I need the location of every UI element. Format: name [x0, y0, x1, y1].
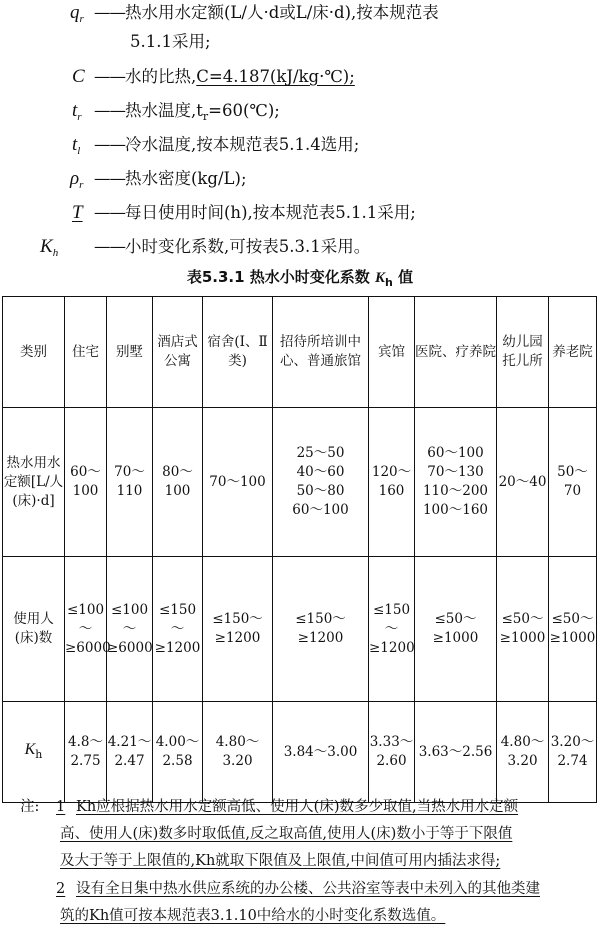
kh-table: [2, 296, 597, 803]
notes-prefix: 注:: [20, 799, 40, 815]
header-cell: 招待所培训中心、普通旅馆: [273, 297, 369, 408]
table-cell: 3.33～2.60: [369, 702, 415, 803]
table-cell: 50～70: [549, 408, 597, 557]
symbol: C: [72, 66, 85, 87]
table-cell: ≤50～≥1000: [497, 557, 549, 702]
table-cell: 4.00～2.58: [153, 702, 203, 803]
row-label: 热水用水定额[L/人(床)·d]: [3, 408, 65, 557]
note-line: 筑的Kh值可按本规范表3.1.10中给水的小时变化系数选值。: [60, 908, 446, 924]
table-row-kh: [3, 702, 597, 803]
table-cell: 3.84～3.00: [273, 702, 369, 803]
row-label: 使用人(床)数: [3, 557, 65, 702]
symbol: $K_h$: [40, 236, 59, 259]
table-row-users: [3, 557, 597, 702]
table-cell: ≤100～≥6000: [107, 557, 153, 702]
symbol: $t_l$: [72, 134, 81, 157]
header-cell: 类别: [3, 297, 65, 408]
table-cell: 60～100: [65, 408, 107, 557]
symbol: $\rho_r$: [70, 168, 84, 191]
table-cell: ≤100～≥6000: [65, 557, 107, 702]
table-cell: 20～40: [497, 408, 549, 557]
table-cell: 70～100: [203, 408, 273, 557]
table-cell: 70～110: [107, 408, 153, 557]
header-cell: 酒店式公寓: [153, 297, 203, 408]
note-number: 1: [56, 799, 66, 815]
table-cell: ≤150～≥1200: [273, 557, 369, 702]
table-cell: 3.20～2.74: [549, 702, 597, 803]
note-line: 及大于等于上限值的,Kh就取下限值及上限值,中间值可用内插法求得;: [60, 853, 501, 869]
header-cell: 医院、疗养院: [415, 297, 497, 408]
header-cell: 宿舍(Ⅰ、Ⅱ类): [203, 297, 273, 408]
header-row: [3, 297, 597, 408]
symbol: $t_r$: [72, 100, 82, 123]
table-cell: 120～160: [369, 408, 415, 557]
formula: C=4.187(kJ/kg·℃);: [196, 67, 355, 86]
note-line: 高、使用人(床)数多时取低值,反之取高值,使用人(床)数小于等于下限值: [60, 826, 513, 842]
note-number: 2: [56, 881, 66, 897]
table-cell: ≤150～≥1200: [369, 557, 415, 702]
table-cell: 4.21～2.47: [107, 702, 153, 803]
table-cell: ≤50～≥1000: [549, 557, 597, 702]
header-cell: 住宅: [65, 297, 107, 408]
header-cell: 宾馆: [369, 297, 415, 408]
note-line: Kh应根据热水用水定额高低、使用人(床)数多少取值,当热水用水定额: [76, 799, 519, 815]
table-cell: ≤50～≥1000: [415, 557, 497, 702]
row-label: $K_h$: [3, 702, 65, 803]
table-cell: 60～100 70～130 110～200 100～160: [415, 408, 497, 557]
table-cell: ≤150～≥1200: [153, 557, 203, 702]
table-cell: 4.80～3.20: [203, 702, 273, 803]
table-cell: 80～100: [153, 408, 203, 557]
table-caption: 表5.3.1 热水小时变化系数 $K_h$ 值: [186, 268, 414, 289]
header-cell: 别墅: [107, 297, 153, 408]
table-row-quota: [3, 408, 597, 557]
symbol: T: [72, 202, 83, 223]
symbol: $q_r$: [70, 2, 84, 25]
table-cell: 4.80～3.20: [497, 702, 549, 803]
table-cell: ≤150～≥1200: [203, 557, 273, 702]
table-cell: 3.63～2.56: [415, 702, 497, 803]
table-cell: 25～50 40～60 50～80 60～100: [273, 408, 369, 557]
header-cell: 养老院: [549, 297, 597, 408]
note-line: 设有全日集中热水供应系统的办公楼、公共浴室等表中未列入的其他类建: [76, 881, 540, 897]
table-cell: 4.8～2.75: [65, 702, 107, 803]
header-cell: 幼儿园托儿所: [497, 297, 549, 408]
